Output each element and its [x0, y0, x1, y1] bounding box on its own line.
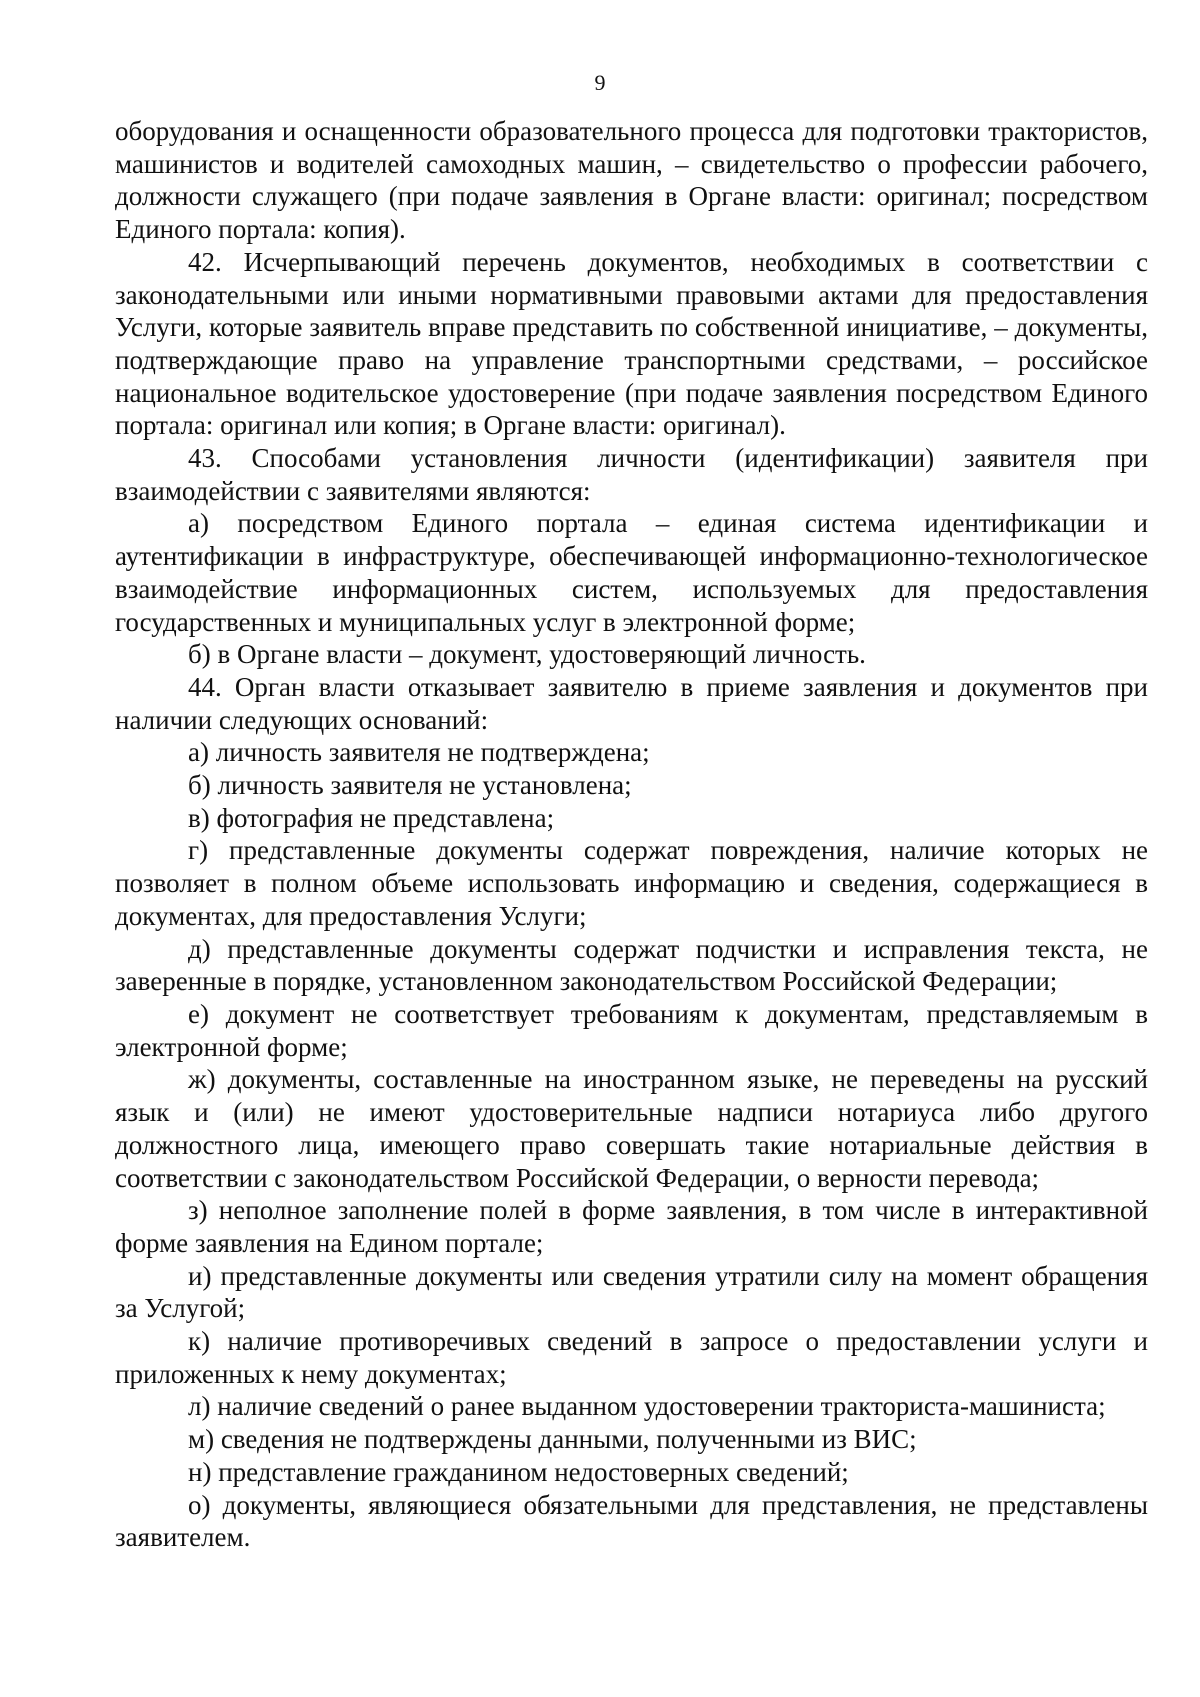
paragraph-item-43: 43. Способами установления личности (идентификации) заявителя при взаимодействии с заявителями являются:	[115, 443, 1148, 506]
subitem-44-g: г) представленные документы содержат повреждения, наличие которых не позволяет в полном объеме использовать информацию и сведения, содержащиеся в документах, для предоставления Услуги;	[115, 835, 1148, 931]
paragraph-continuation: оборудования и оснащенности образовательного процесса для подготовки трактористов, машинистов и водителей самоходных машин, – свидетельство о профессии рабочего, должности служащего (при подаче заявления в Органе власти: оригинал; посредством Единого портала: копия).	[115, 116, 1148, 245]
document-body	[115, 115, 1148, 1554]
subitem-44-e: е) документ не соответствует требованиям к документам, представляемым в электронной форме;	[115, 998, 1148, 1062]
subitem-44-z: з) неполное заполнение полей в форме заявления, в том числе в интерактивной форме заявления на Едином портале;	[115, 1195, 1148, 1258]
subitem-43-a: а) посредством Единого портала – единая система идентификации и аутентификации в инфраструктуре, обеспечивающей информационно-технологическое взаимодействие информационных систем, используемых для предоставления государственных и муниципальных услуг в электронной форме;	[115, 508, 1148, 637]
subitem-44-l: л) наличие сведений о ранее выданном удостоверении тракториста-машиниста;	[188, 1391, 1106, 1422]
paragraph-item-44: 44. Орган власти отказывает заявителю в приеме заявления и документов при наличии следующих оснований:	[115, 671, 1148, 735]
subitem-44-m: м) сведения не подтверждены данными, полученными из ВИС;	[188, 1424, 917, 1455]
subitem-44-d: д) представленные документы содержат подчистки и исправления текста, не заверенные в порядке, установленном законодательством Российской Федерации;	[115, 933, 1148, 997]
subitem-44-o: о) документы, являющиеся обязательными для представления, не представлены заявителем.	[115, 1489, 1148, 1553]
subitem-44-zh: ж) документы, составленные на иностранном языке, не переведены на русский язык и (или) не имеют удостоверительные надписи нотариуса либо другого должностного лица, имеющего право совершать такие нотариальные действия в соответствии с законодательством Российской Федерации, о верности перевода;	[115, 1064, 1148, 1193]
subitem-44-k: к) наличие противоречивых сведений в запросе о предоставлении услуги и приложенных к нему документах;	[115, 1326, 1148, 1389]
subitem-44-i: и) представленные документы или сведения утратили силу на момент обращения за Услугой;	[115, 1260, 1148, 1324]
paragraph-item-42: 42. Исчерпывающий перечень документов, необходимых в соответствии с законодательными или иными нормативными правовыми актами для предоставления Услуги, которые заявитель вправе представить по собственной инициативе, – документы, подтверждающие право на управление транспортными средствами, – российское национальное водительское удостоверение (при подаче заявления посредством Единого портала: оригинал или копия; в Органе власти: оригинал).	[115, 246, 1148, 441]
subitem-43-b: б) в Органе власти – документ, удостоверяющий личность.	[188, 639, 866, 670]
subitem-44-n: н) представление гражданином недостоверных сведений;	[188, 1456, 849, 1487]
subitem-44-b: б) личность заявителя не установлена;	[188, 770, 632, 801]
subitem-44-a: а) личность заявителя не подтверждена;	[188, 737, 650, 768]
page-number: 9	[594, 70, 606, 95]
subitem-44-v: в) фотография не представлена;	[188, 802, 555, 833]
